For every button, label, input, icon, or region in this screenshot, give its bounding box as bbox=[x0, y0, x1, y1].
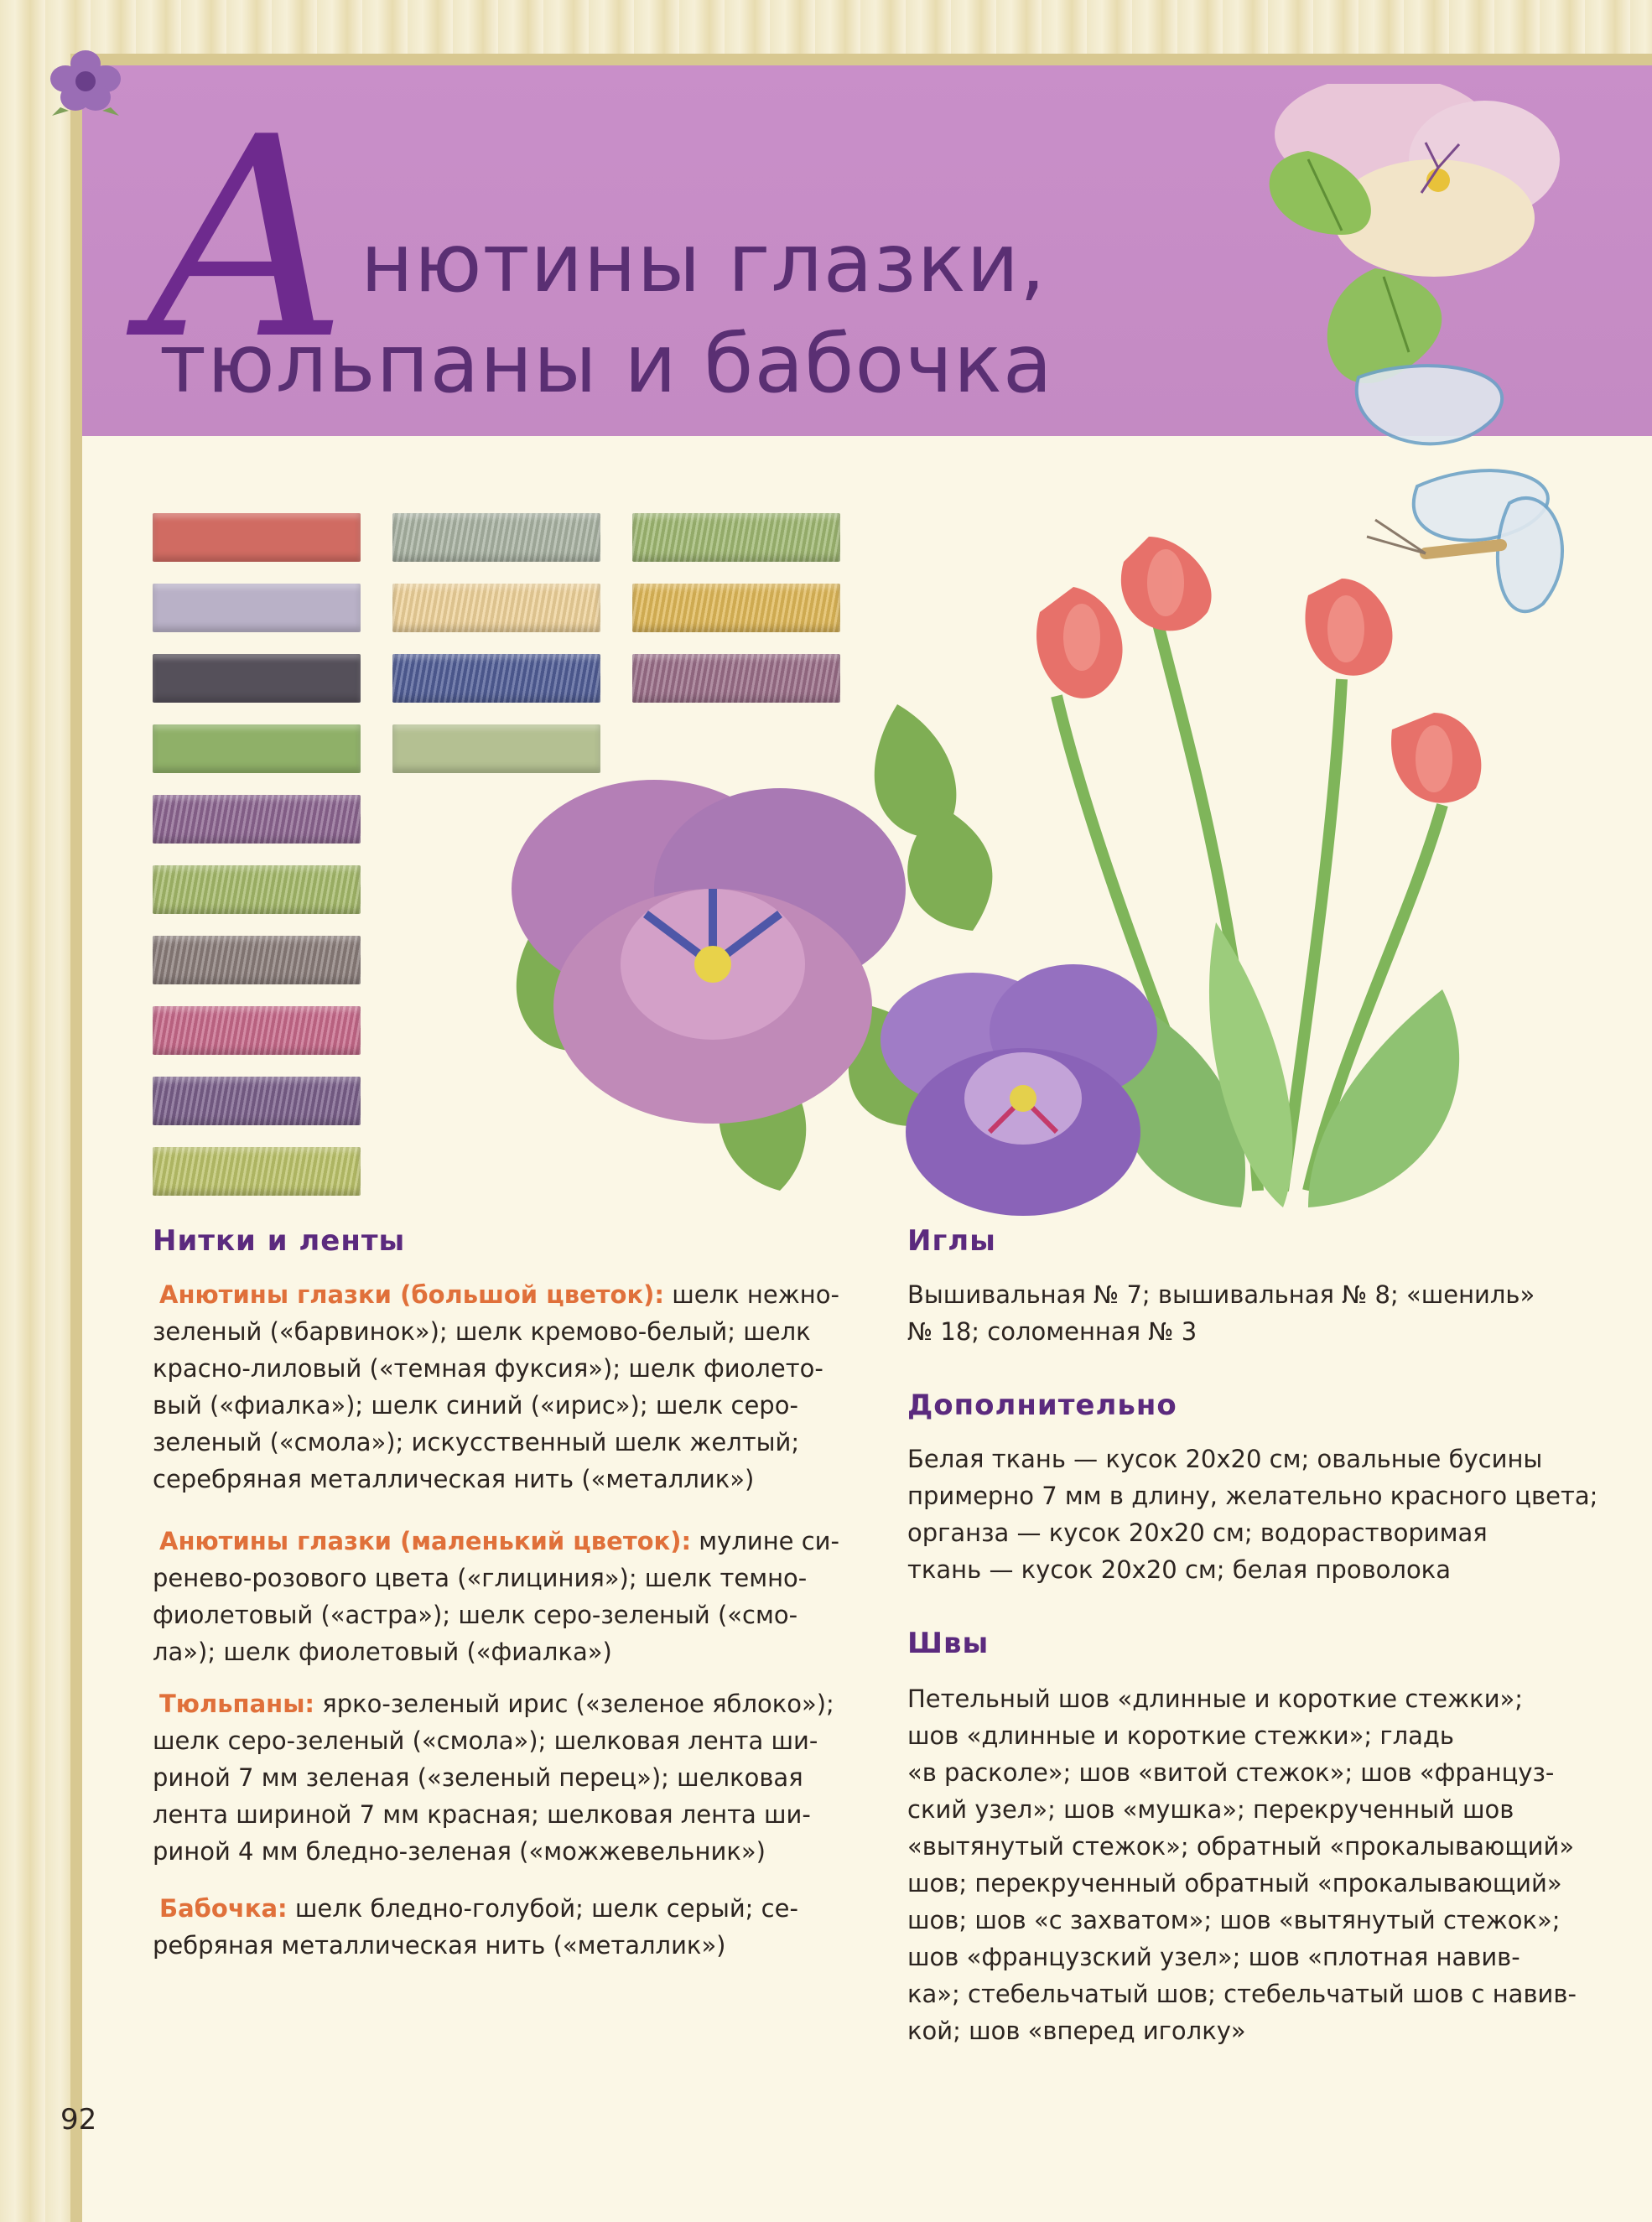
thread-section-label: Бабочка: bbox=[159, 1894, 288, 1923]
additional-text: Белая ткань — кусок 20x20 см; овальные бусины примерно 7 мм в длину, желательно красного цвета; органза — кусок 20x20 см; водорастворимая ткань — кусок 20x20 см; белая проволока bbox=[907, 1445, 1598, 1584]
large-pansy-image bbox=[512, 780, 906, 1124]
corner-pansy-image bbox=[1270, 84, 1560, 383]
small-pansy-image bbox=[881, 964, 1157, 1216]
thread-section-label: Анютины глазки (маленький цветок): bbox=[159, 1527, 692, 1555]
thread-section bbox=[153, 1890, 798, 1964]
page-number: 92 bbox=[60, 2103, 97, 2136]
thread-section bbox=[153, 1523, 839, 1670]
thread-section-label: Тюльпаны: bbox=[159, 1690, 315, 1718]
swatch-thread bbox=[153, 1006, 361, 1055]
swatch-thread bbox=[153, 1077, 361, 1125]
swatch-thread bbox=[153, 936, 361, 984]
title-initial: А bbox=[143, 78, 352, 400]
title-line-1: нютины глазки, bbox=[361, 216, 1047, 310]
thread-section-line: зеленый («барвинок»); шелк кремово-белый; шелк bbox=[153, 1317, 811, 1346]
thread-section-line: риной 4 мм бледно-зеленая («можжевельник») bbox=[153, 1837, 766, 1866]
needles-heading: Иглы bbox=[907, 1224, 996, 1258]
thread-section-line: зеленый («смола»); искусственный шелк желтый; bbox=[153, 1428, 800, 1456]
thread-section-line: шелк серо-зеленый («смола»); шелковая лента ши- bbox=[153, 1726, 818, 1755]
ribbon-rosette-icon bbox=[44, 42, 127, 117]
thread-section-text: мулине си- bbox=[691, 1527, 839, 1555]
thread-section-line: фиолетовый («астра»); шелк серо-зеленый («смо- bbox=[153, 1601, 798, 1629]
swatch-ribbon bbox=[153, 584, 361, 632]
thread-section bbox=[153, 1276, 839, 1498]
thread-section-text: шелк бледно-голубой; шелк серый; се- bbox=[287, 1894, 798, 1923]
stitches-heading: Швы bbox=[907, 1627, 990, 1660]
needles-text: Вышивальная № 7; вышивальная № 8; «шениль» № 18; соломенная № 3 bbox=[907, 1280, 1535, 1346]
swatch-ribbon bbox=[153, 724, 361, 773]
thread-section-text: ярко-зеленый ирис («зеленое яблоко»); bbox=[314, 1690, 834, 1718]
thread-section-text: шелк нежно- bbox=[664, 1280, 839, 1309]
thread-section-line: риной 7 мм зеленая («зеленый перец»); шелковая bbox=[153, 1763, 803, 1792]
stitches-text: Петельный шов «длинные и короткие стежки»; шов «длинные и короткие стежки»; гладь «в расколе»; шов «витой стежок»; шов «француз- ский узел»; шов «мушка»; перекрученный шов «вытянутый стежок»; обратный «прокалывающий» шов; перекрученный обратный «прокалывающий» шов; шов «с захватом»; шов «вытянутый стежок»; шов «французский узел»; шов «плотная навив- ка»; стебельчатый шов; стебельчатый шов с навив- кой; шов «вперед иголку» bbox=[907, 1685, 1577, 2045]
thread-section bbox=[153, 1685, 834, 1870]
butterfly-image bbox=[1357, 366, 1562, 611]
thread-section-line: красно-лиловый («темная фуксия»); шелк фиолето- bbox=[153, 1354, 823, 1383]
thread-section-line: серебряная металлическая нить («металлик») bbox=[153, 1465, 755, 1493]
swatch-ribbon bbox=[153, 654, 361, 703]
threads-heading: Нитки и ленты bbox=[153, 1224, 406, 1258]
thread-section-line: вый («фиалка»); шелк синий («ирис»); шелк серо- bbox=[153, 1391, 798, 1420]
embroidery-illustration bbox=[503, 84, 1568, 1241]
thread-section-line: ребряная металлическая нить («металлик») bbox=[153, 1931, 726, 1960]
swatch-thread bbox=[153, 1147, 361, 1196]
title-line-2: тюльпаны и бабочка bbox=[159, 317, 1053, 411]
swatch-thread bbox=[153, 865, 361, 914]
thread-section-line: ла»); шелк фиолетовый («фиалка») bbox=[153, 1638, 612, 1666]
swatch-ribbon bbox=[153, 513, 361, 562]
thread-section-label: Анютины глазки (большой цветок): bbox=[159, 1280, 664, 1309]
thread-section-line: ренево-розового цвета («глициния»); шелк темно- bbox=[153, 1564, 808, 1592]
thread-section-line: лента шириной 7 мм красная; шелковая лента ши- bbox=[153, 1800, 811, 1829]
swatch-thread bbox=[153, 795, 361, 844]
additional-heading: Дополнительно bbox=[907, 1389, 1177, 1422]
